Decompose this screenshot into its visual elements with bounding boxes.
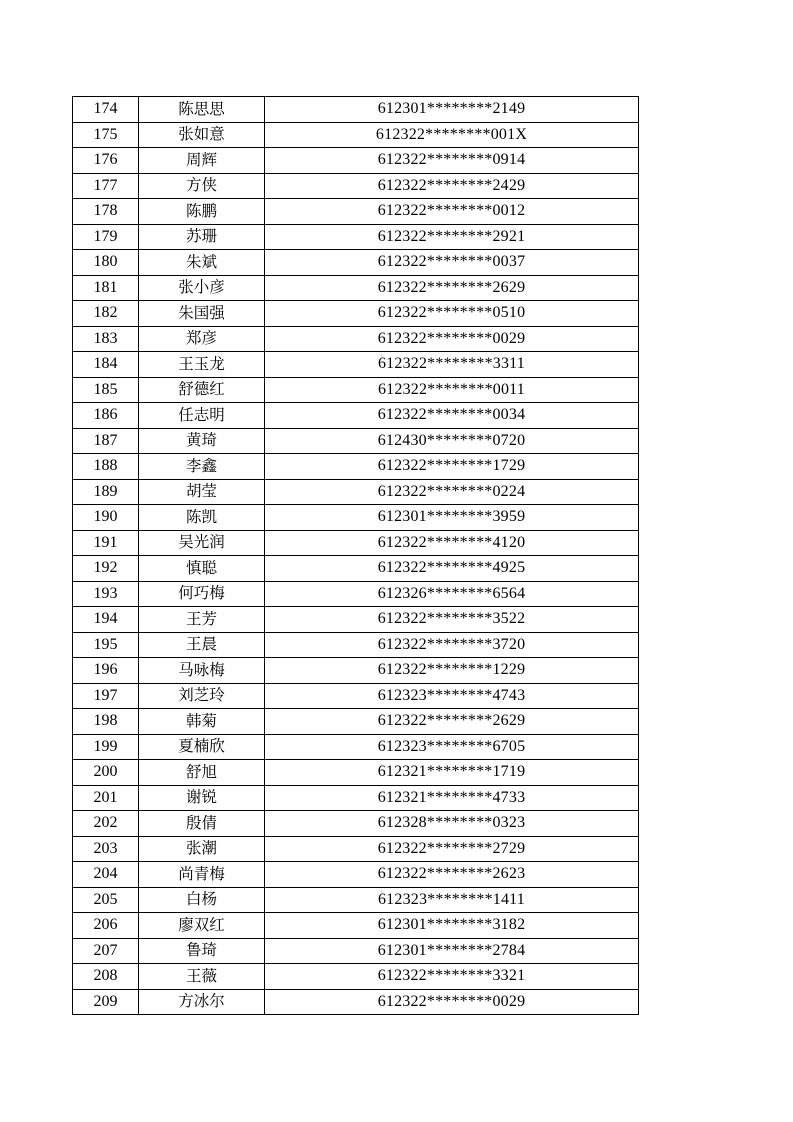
id-number-cell: 612322********2429 — [265, 173, 639, 199]
person-name-cell: 鲁琦 — [139, 938, 265, 964]
row-number-cell: 200 — [73, 760, 139, 786]
table-row — [73, 428, 639, 454]
id-number-cell: 612322********0510 — [265, 301, 639, 327]
person-name-cell: 任志明 — [139, 403, 265, 429]
person-name-cell: 方冰尔 — [139, 989, 265, 1015]
person-name-cell: 廖双红 — [139, 913, 265, 939]
table-row — [73, 148, 639, 174]
id-number-cell: 612322********0011 — [265, 377, 639, 403]
roster-table-body — [73, 97, 639, 1015]
table-row — [73, 556, 639, 582]
id-number-cell: 612322********0029 — [265, 989, 639, 1015]
row-number-cell: 180 — [73, 250, 139, 276]
row-number-cell: 178 — [73, 199, 139, 225]
id-number-cell: 612328********0323 — [265, 811, 639, 837]
table-row — [73, 530, 639, 556]
table-row — [73, 913, 639, 939]
table-row — [73, 658, 639, 684]
row-number-cell: 207 — [73, 938, 139, 964]
person-name-cell: 郑彦 — [139, 326, 265, 352]
row-number-cell: 179 — [73, 224, 139, 250]
id-number-cell: 612301********2149 — [265, 97, 639, 123]
id-number-cell: 612322********1729 — [265, 454, 639, 480]
table-row — [73, 709, 639, 735]
id-number-cell: 612322********2623 — [265, 862, 639, 888]
row-number-cell: 187 — [73, 428, 139, 454]
person-name-cell: 夏楠欣 — [139, 734, 265, 760]
person-name-cell: 张潮 — [139, 836, 265, 862]
person-name-cell: 陈鹏 — [139, 199, 265, 225]
table-row — [73, 938, 639, 964]
person-name-cell: 王芳 — [139, 607, 265, 633]
table-row — [73, 173, 639, 199]
person-name-cell: 刘芝玲 — [139, 683, 265, 709]
table-row — [73, 964, 639, 990]
person-name-cell: 朱斌 — [139, 250, 265, 276]
id-number-cell: 612322********001X — [265, 122, 639, 148]
row-number-cell: 177 — [73, 173, 139, 199]
person-name-cell: 白杨 — [139, 887, 265, 913]
person-name-cell: 张小彦 — [139, 275, 265, 301]
row-number-cell: 206 — [73, 913, 139, 939]
id-number-cell: 612322********0224 — [265, 479, 639, 505]
row-number-cell: 188 — [73, 454, 139, 480]
row-number-cell: 197 — [73, 683, 139, 709]
person-name-cell: 方侠 — [139, 173, 265, 199]
id-number-cell: 612322********4925 — [265, 556, 639, 582]
row-number-cell: 184 — [73, 352, 139, 378]
person-name-cell: 王晨 — [139, 632, 265, 658]
table-row — [73, 887, 639, 913]
row-number-cell: 192 — [73, 556, 139, 582]
person-name-cell: 舒旭 — [139, 760, 265, 786]
row-number-cell: 185 — [73, 377, 139, 403]
id-number-cell: 612322********2629 — [265, 275, 639, 301]
row-number-cell: 183 — [73, 326, 139, 352]
table-row — [73, 122, 639, 148]
person-name-cell: 韩菊 — [139, 709, 265, 735]
row-number-cell: 195 — [73, 632, 139, 658]
table-row — [73, 275, 639, 301]
person-name-cell: 吴光润 — [139, 530, 265, 556]
table-row — [73, 607, 639, 633]
row-number-cell: 190 — [73, 505, 139, 531]
id-number-cell: 612322********2729 — [265, 836, 639, 862]
table-row — [73, 734, 639, 760]
row-number-cell: 196 — [73, 658, 139, 684]
id-number-cell: 612322********0914 — [265, 148, 639, 174]
id-number-cell: 612322********2629 — [265, 709, 639, 735]
row-number-cell: 202 — [73, 811, 139, 837]
row-number-cell: 175 — [73, 122, 139, 148]
table-row — [73, 224, 639, 250]
person-name-cell: 谢锐 — [139, 785, 265, 811]
table-row — [73, 250, 639, 276]
person-name-cell: 王玉龙 — [139, 352, 265, 378]
id-number-cell: 612323********6705 — [265, 734, 639, 760]
id-number-cell: 612301********2784 — [265, 938, 639, 964]
table-row — [73, 683, 639, 709]
table-row — [73, 505, 639, 531]
id-number-cell: 612322********0037 — [265, 250, 639, 276]
row-number-cell: 204 — [73, 862, 139, 888]
person-name-cell: 苏珊 — [139, 224, 265, 250]
person-name-cell: 殷倩 — [139, 811, 265, 837]
person-name-cell: 尚青梅 — [139, 862, 265, 888]
row-number-cell: 208 — [73, 964, 139, 990]
row-number-cell: 186 — [73, 403, 139, 429]
row-number-cell: 199 — [73, 734, 139, 760]
table-row — [73, 352, 639, 378]
table-row — [73, 862, 639, 888]
person-name-cell: 黄琦 — [139, 428, 265, 454]
id-number-cell: 612323********4743 — [265, 683, 639, 709]
row-number-cell: 189 — [73, 479, 139, 505]
table-row — [73, 836, 639, 862]
row-number-cell: 209 — [73, 989, 139, 1015]
row-number-cell: 176 — [73, 148, 139, 174]
row-number-cell: 181 — [73, 275, 139, 301]
id-number-cell: 612322********0034 — [265, 403, 639, 429]
table-row — [73, 326, 639, 352]
row-number-cell: 191 — [73, 530, 139, 556]
id-number-cell: 612321********4733 — [265, 785, 639, 811]
id-number-cell: 612322********3311 — [265, 352, 639, 378]
id-number-cell: 612322********2921 — [265, 224, 639, 250]
person-name-cell: 李鑫 — [139, 454, 265, 480]
id-number-cell: 612301********3182 — [265, 913, 639, 939]
table-row — [73, 479, 639, 505]
table-row — [73, 632, 639, 658]
id-number-cell: 612322********0012 — [265, 199, 639, 225]
id-number-cell: 612322********3321 — [265, 964, 639, 990]
table-row — [73, 199, 639, 225]
row-number-cell: 182 — [73, 301, 139, 327]
table-row — [73, 377, 639, 403]
id-number-cell: 612322********3522 — [265, 607, 639, 633]
person-name-cell: 慎聪 — [139, 556, 265, 582]
person-name-cell: 胡莹 — [139, 479, 265, 505]
id-number-cell: 612326********6564 — [265, 581, 639, 607]
table-row — [73, 811, 639, 837]
person-name-cell: 张如意 — [139, 122, 265, 148]
row-number-cell: 203 — [73, 836, 139, 862]
person-name-cell: 马咏梅 — [139, 658, 265, 684]
table-row — [73, 454, 639, 480]
person-name-cell: 舒德红 — [139, 377, 265, 403]
id-number-cell: 612322********3720 — [265, 632, 639, 658]
id-number-cell: 612430********0720 — [265, 428, 639, 454]
id-number-cell: 612322********0029 — [265, 326, 639, 352]
table-row — [73, 760, 639, 786]
id-number-cell: 612322********1229 — [265, 658, 639, 684]
person-name-cell: 何巧梅 — [139, 581, 265, 607]
row-number-cell: 193 — [73, 581, 139, 607]
person-name-cell: 王薇 — [139, 964, 265, 990]
person-name-cell: 陈思思 — [139, 97, 265, 123]
roster-sheet — [72, 96, 639, 1015]
table-row — [73, 403, 639, 429]
person-name-cell: 周辉 — [139, 148, 265, 174]
id-number-cell: 612321********1719 — [265, 760, 639, 786]
row-number-cell: 201 — [73, 785, 139, 811]
row-number-cell: 194 — [73, 607, 139, 633]
table-row — [73, 989, 639, 1015]
row-number-cell: 205 — [73, 887, 139, 913]
table-row — [73, 97, 639, 123]
id-number-cell: 612322********4120 — [265, 530, 639, 556]
roster-table — [72, 96, 639, 1015]
table-row — [73, 301, 639, 327]
person-name-cell: 朱国强 — [139, 301, 265, 327]
row-number-cell: 198 — [73, 709, 139, 735]
id-number-cell: 612301********3959 — [265, 505, 639, 531]
table-row — [73, 785, 639, 811]
row-number-cell: 174 — [73, 97, 139, 123]
table-row — [73, 581, 639, 607]
person-name-cell: 陈凯 — [139, 505, 265, 531]
id-number-cell: 612323********1411 — [265, 887, 639, 913]
